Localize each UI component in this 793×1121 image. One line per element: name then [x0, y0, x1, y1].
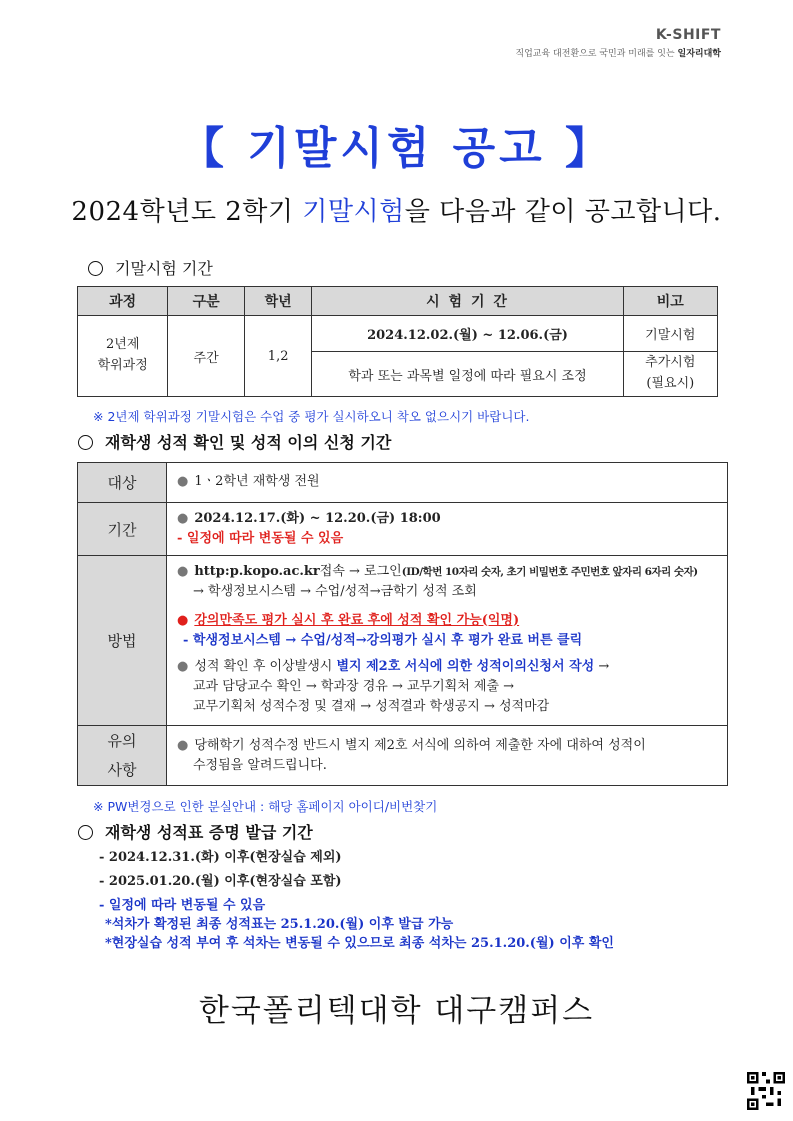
brand-block: [515, 27, 721, 59]
th-course: 과정: [78, 287, 168, 316]
issue-note-2: *석차가 확정된 최종 성적표는 25.1.20.(월) 이후 발급 가능: [105, 917, 454, 933]
cell-division: 주간: [168, 316, 244, 397]
issue-date-2: - 2025.01.20.(월) 이후(현장실습 포함): [99, 873, 342, 889]
section2-footnote: ※ PW변경으로 인한 분실안내 : 해당 홈페이지 아이디/비번찾기: [93, 799, 438, 814]
th-grade: 학년: [244, 287, 312, 316]
kshift-logo: K-SHIFT: [655, 27, 721, 43]
section1-footnote: ※ 2년제 학위과정 기말시험은 수업 중 평가 실시하오니 착오 없으시기 바랍니다.: [93, 409, 530, 424]
exam-period-table: [77, 286, 718, 397]
row-method-header: 방법: [78, 556, 167, 726]
section3-heading: 재학생 성적표 증명 발급 기간: [78, 820, 313, 843]
row-target-header: 대상: [78, 463, 167, 503]
page-subtitle: 2024학년도 2학기 기말시험을 다음과 같이 공고합니다.: [71, 197, 722, 227]
row-caution-content: ● 당해학기 성적수정 반드시 별지 제2호 서식에 의하여 제출한 자에 대하여 성적이 수정됨을 알려드립니다.: [167, 726, 728, 786]
qr-code-icon: [747, 1071, 785, 1111]
issue-date-1: - 2024.12.31.(화) 이후(현장실습 제외): [99, 850, 342, 865]
cell-note1: 기말시험: [623, 316, 717, 352]
circle-bullet-icon: [78, 825, 93, 840]
cell-note2: 추가시험 (필요시): [623, 352, 717, 397]
row-target-content: ● 1ㆍ2학년 재학생 전원: [167, 463, 728, 503]
th-period: 시 험 기 간: [312, 287, 623, 316]
issue-note-3: *현장실습 성적 부여 후 석차는 변동될 수 있으므로 최종 석차는 25.1.20.(월) 이후 확인: [105, 936, 614, 952]
cell-grade: 1,2: [244, 316, 312, 397]
row-caution-header: 유의 사항: [78, 726, 167, 786]
circle-bullet-icon: [88, 261, 103, 276]
th-note: 비고: [623, 287, 717, 316]
circle-bullet-icon: [78, 435, 93, 450]
row-period-content: ● 2024.12.17.(화) ~ 12.20.(금) 18:00 - 일정에 따라 변동될 수 있음: [167, 503, 728, 556]
grade-check-table: [77, 462, 728, 786]
row-method-content: ● http:p.kopo.ac.kr접속 → 로그인(ID/학번 10자리 숫자, 초기 비밀번호 주민번호 앞자리 6자리 숫자) → 학생정보시스템 → 수업/성적→금학기 성적 조회 ● 강의만족도 평가 실시 후 완료 후에 성적 확인 가능(익명) - 학생정보시스템 → 수업/성적→강의평가 실시 후 평가 완료 버튼 클릭 ● 성적 확인 후 이상발생시 별지 제2호 서식에 의한 성적이의신청서 작성 → 교과 담당교수 확인 → 학과장 경유 → 교무기획처 제출 → 교무기획처 성적수정 및 결재 → 성적결과 학생공지 → 성적마감: [167, 556, 728, 726]
campus-name: 한국폴리텍대학 대구캠퍼스: [198, 993, 595, 1029]
row-period-header: 기간: [78, 503, 167, 556]
cell-period1: 2024.12.02.(월) ~ 12.06.(금): [312, 316, 623, 352]
section1-heading: 기말시험 기간: [88, 256, 213, 279]
portal-link[interactable]: http:p.kopo.ac.kr: [194, 564, 320, 580]
section2-heading: 재학생 성적 확인 및 성적 이의 신청 기간: [78, 430, 391, 453]
page-title: 【 기말시험 공고 】: [180, 123, 613, 174]
brand-tagline: 직업교육 대전환으로 국민과 미래를 잇는 일자리대학: [515, 49, 721, 59]
cell-course: 2년제 학위과정: [78, 316, 168, 397]
cell-period2: 학과 또는 과목별 일정에 따라 필요시 조정: [312, 352, 623, 397]
issue-note: - 일정에 따라 변동될 수 있음: [99, 897, 266, 913]
th-division: 구분: [168, 287, 244, 316]
section3-list: [99, 848, 614, 954]
